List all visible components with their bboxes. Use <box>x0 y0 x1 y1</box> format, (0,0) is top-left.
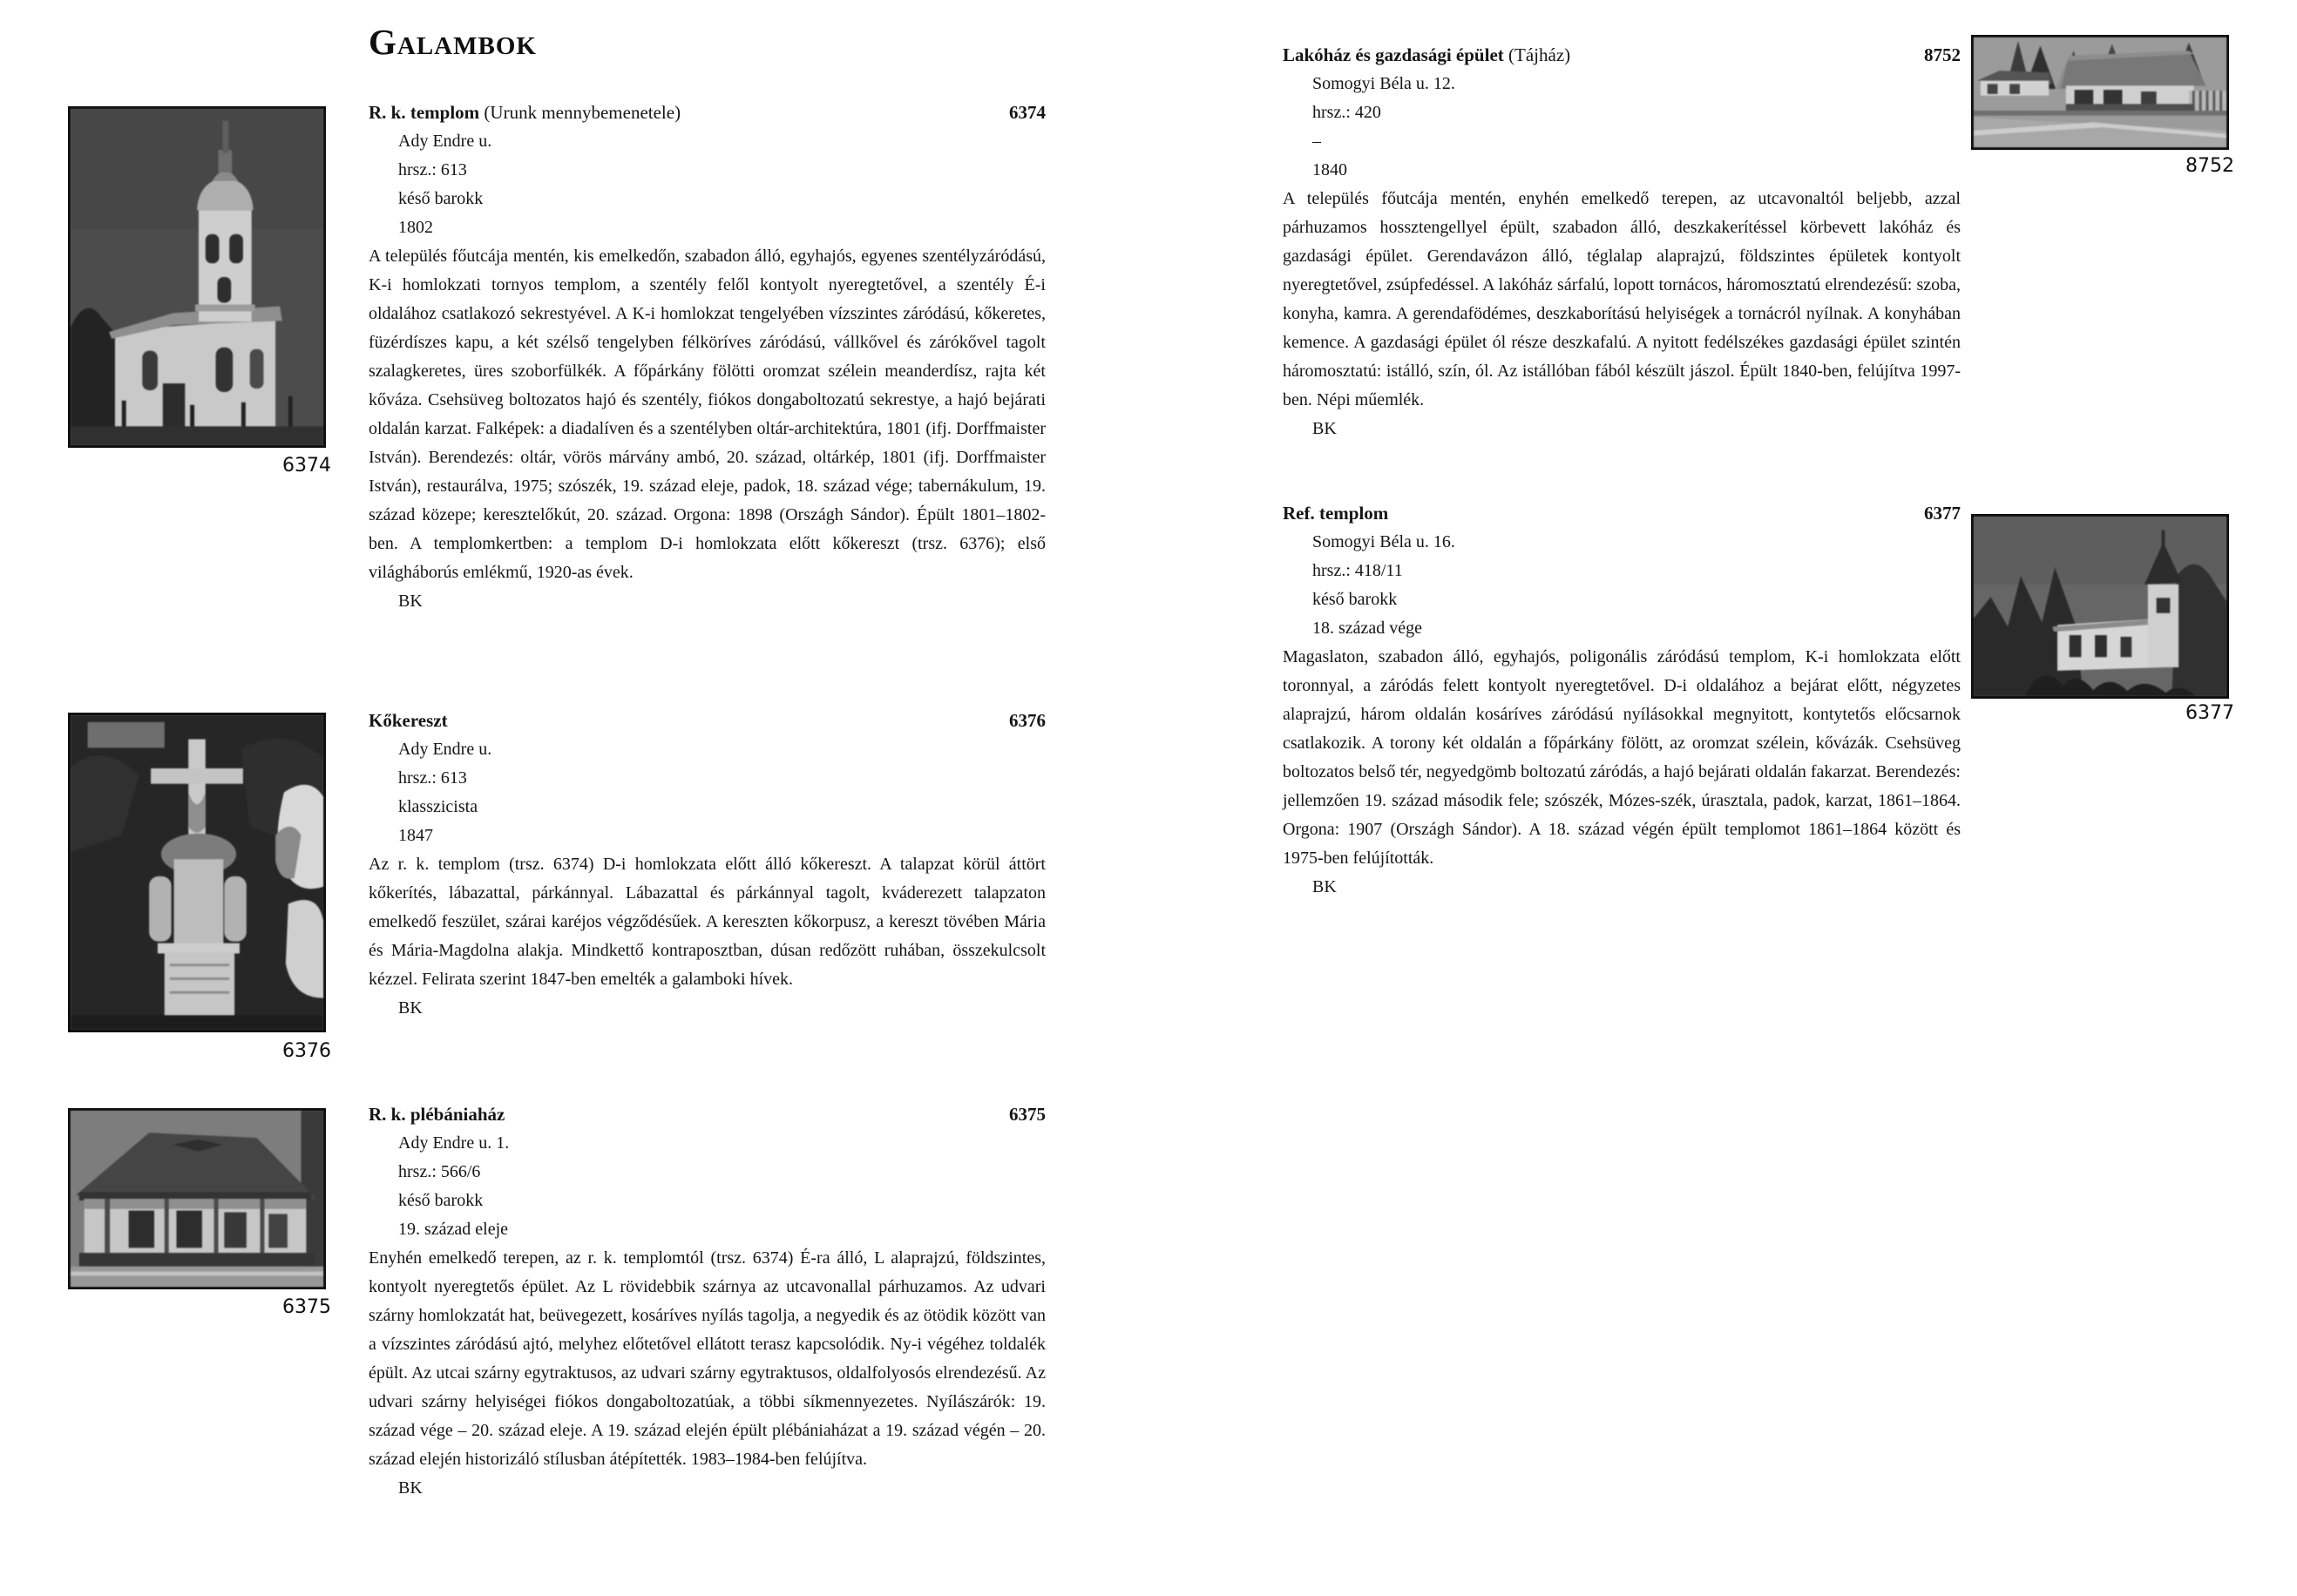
entry-title-group <box>369 1099 505 1129</box>
entry-header <box>1283 498 1961 528</box>
entry-header <box>369 98 1046 127</box>
entry-description: Enyhén emelkedő terepen, az r. k. templomtól (trsz. 6374) É-ra álló, L alaprajzú, földszintes, kontyolt nyeregtetős épület. Az L rövidebbik szárnya az utcavonallal párhuzamos. Az udvari szárny homlokzatát hat, beüvegezett, kosáríves nyílás tagolja, a negyedik és az ötödik között van a vízszintes záródású ajtó, melyhez előtetővel ellátott terasz kapcsolódik. Ny-i végéhez toldalék épült. Az utcai szárny egytraktusos, az udvari szárny egytraktusos, oldalfolyosós elrendezésű. Az udvari szárny helyiségei fiókos dongaboltozatúak, a többi síkmennyezetes. Nyílászárók: 19. század vége – 20. század eleje. A 19. század elején épült plébániaházat a 19. század végén – 20. század elején historizáló stílusban átépítették. 1983–1984-ben felújítva. <box>369 1248 1046 1469</box>
entry-description: A település főutcája mentén, kis emelkedőn, szabadon álló, egyhajós, egyenes szentélyzáródású, K-i homlokzati tornyos templom, a szentély felől kontyolt nyeregtetővel, a szentély É-i oldalához csatlakozó sekrestyével. A K-i homlokzat tengelyében vízszintes záródású, kőkeretes, füzérdíszes kapu, a két szélső tengelyben félköríves záródású, vállkővel és zárókővel tagolt szalagkeretes, üres szoborfülkék. A főpárkány fölötti oromzat szélein meanderdísz, rajta két kőváza. Csehsüveg boltozatos hajó és szentély, fiókos dongaboltozatú sekrestye, a hajó bejárati oldalán karzat. Falképek: a diadalíven és a szentélyben oltár-architektúra, 1801 (ifj. Dorffmaister István). Berendezés: oltár, vörös márvány ambó, 20. század, oltárkép, 1801 (ifj. Dorffmaister István), restaurálva, 1975; szószék, 19. század eleje, padok, 18. század vége; tabernákulum, 19. század közepe; keresztelőkút, 20. század. Orgona: 1898 (Országh Sándor). Épült 1801–1802-ben. A templomkertben: a templom D-i homlokzata előtt kőkereszt (trsz. 6376); első világháborús emlékmű, 1920-as évek. <box>369 247 1046 582</box>
photo-caption: 6374 <box>282 455 331 477</box>
photo-caption: 8752 <box>2185 155 2234 177</box>
entry-plebaniahaz <box>369 1099 1046 1503</box>
monument-id: 6377 <box>1924 503 1961 524</box>
stone-cross-photo-illustration <box>71 715 323 1030</box>
photo-plebaniahaz <box>68 1108 326 1289</box>
entry-street-address: Somogyi Béla u. 16. <box>1312 532 1455 551</box>
monument-id: 8752 <box>1924 44 1961 65</box>
entry-parcel-number: hrsz.: 418/11 <box>1312 561 1403 580</box>
entry-details <box>369 127 1046 242</box>
entry-title-group <box>1283 40 1570 70</box>
entry-title-suffix: (Tájház) <box>1508 44 1571 65</box>
photo-caption: 6377 <box>2185 702 2234 724</box>
church-photo-illustration <box>71 109 323 445</box>
author-initials: BK <box>398 1478 423 1498</box>
photo-caption: 6375 <box>282 1296 331 1318</box>
entry-title-group <box>369 706 448 735</box>
entry-title: Lakóház és gazdasági épület <box>1283 44 1504 65</box>
entry-date: 19. század eleje <box>398 1220 509 1239</box>
entry-rk-templom <box>369 98 1046 616</box>
entry-date: 18. század vége <box>1312 619 1423 638</box>
entry-parcel-number: hrsz.: 613 <box>398 768 467 788</box>
entry-details <box>369 1129 1046 1244</box>
entry-description: Magaslaton, szabadon álló, egyhajós, poligonális záródású templom, K-i homlokzata előtt toronnyal, a záródás felett kontyolt nyeregtetővel. D-i oldalához a bejárat előtt, négyzetes alaprajzú, három oldalán kosáríves záródású nyílásokkal megnyitott, kontytetős előcsarnok csatlakozik. A torony két oldalán a főpárkány fölött, az oromzat szélein, kővázák. Csehsüveg boltozatos belső tér, negyedgömb boltozatú záródás, a hajó bejárati oldalán fakarzat. Berendezés: jellemzően 19. század második fele; szószék, Mózes-szék, úrasztala, padok, karzat, 1861–1864. Orgona: 1907 (Országh Sándor). A 18. század végén épült templomot 1861–1864 között és 1975-ben felújították. <box>1283 647 1961 868</box>
entry-date: 1802 <box>398 218 433 237</box>
entry-style: klasszicista <box>398 797 478 816</box>
photo-tajhaz <box>1971 35 2229 150</box>
entry-style: késő barokk <box>1312 590 1398 609</box>
entry-parcel-number: hrsz.: 420 <box>1312 103 1381 122</box>
entry-details <box>1283 70 1961 185</box>
entry-title: R. k. plébániaház <box>369 1104 505 1125</box>
entry-date: 1840 <box>1312 160 1347 179</box>
entry-parcel-number: hrsz.: 613 <box>398 160 467 179</box>
entry-title: Kőkereszt <box>369 710 448 731</box>
entry-ref-templom <box>1283 498 1961 902</box>
entry-title: R. k. templom <box>369 102 480 123</box>
photo-caption: 6376 <box>282 1040 331 1062</box>
photo-kokereszt <box>68 713 326 1032</box>
entry-style: késő barokk <box>398 189 484 208</box>
entry-date: 1847 <box>398 826 433 845</box>
entry-title-group <box>1283 498 1388 528</box>
locality-heading: Galambok <box>369 22 537 62</box>
entry-street-address: Ady Endre u. <box>398 740 492 759</box>
author-initials: BK <box>398 998 423 1018</box>
entry-title: Ref. templom <box>1283 503 1389 524</box>
author-initials: BK <box>1312 419 1337 438</box>
thatched-house-photo-illustration <box>1974 37 2226 147</box>
entry-style: – <box>1312 132 1321 151</box>
entry-title-group <box>369 98 681 127</box>
photo-rk-templom <box>68 106 326 448</box>
entry-parcel-number: hrsz.: 566/6 <box>398 1162 481 1181</box>
entry-street-address: Ady Endre u. <box>398 132 492 151</box>
entry-details <box>369 735 1046 850</box>
parsonage-photo-illustration <box>71 1111 323 1287</box>
entry-details <box>1283 528 1961 643</box>
photo-ref-templom <box>1971 514 2229 699</box>
entry-kokereszt <box>369 706 1046 1023</box>
entry-street-address: Somogyi Béla u. 12. <box>1312 74 1455 93</box>
entry-title-suffix: (Urunk mennybemenetele) <box>484 102 681 123</box>
entry-street-address: Ady Endre u. 1. <box>398 1133 510 1153</box>
entry-header <box>369 706 1046 735</box>
entry-lakohaz-tajhaz <box>1283 40 1961 443</box>
entry-description: Az r. k. templom (trsz. 6374) D-i homlokzata előtt álló kőkereszt. A talapzat körül áttört kőkerítés, lábazattal, párkánnyal. Lábazattal és párkánnyal tagolt, kváderezett talapzaton emelkedő feszület, szárai karéjos végződésűek. A kereszten kőkorpusz, a kereszt tövében Mária és Mária-Magdolna alakja. Mindkettő kontraposztban, dúsan redőzött ruhában, összekulcsolt kézzel. Felirata szerint 1847-ben emelték a galamboki hívek. <box>369 855 1046 989</box>
author-initials: BK <box>398 592 423 611</box>
entry-description: A település főutcája mentén, enyhén emelkedő terepen, az utcavonaltól beljebb, azzal párhuzamos hossztengellyel épült, szabadon álló, deszkakerítéssel körbevett lakóház és gazdasági épület. Gerendavázon álló, téglalap alaprajzú, földszintes épületek kontyolt nyeregtetővel, zsúpfedéssel. A lakóház sárfalú, lopott tornácos, háromosztatú elrendezésű: szoba, konyha, kamra. A gerendafödémes, deszkaborítású helyiségek a tornácról nyílnak. A konyhában kemence. A gazdasági épület ól része deszkafalú. A nyitott fedélszékes gazdasági épület szintén háromosztatú: istálló, szín, ól. Az istállóban fából készült jászol. Épült 1840-ben, felújítva 1997-ben. Népi műemlék. <box>1283 189 1961 409</box>
reformed-church-photo-illustration <box>1974 517 2226 696</box>
monument-id: 6375 <box>1009 1104 1046 1125</box>
monument-id: 6374 <box>1009 102 1046 123</box>
entry-style: késő barokk <box>398 1191 484 1210</box>
entry-header <box>1283 40 1961 70</box>
entry-header <box>369 1099 1046 1129</box>
author-initials: BK <box>1312 877 1337 896</box>
monument-id: 6376 <box>1009 710 1046 731</box>
